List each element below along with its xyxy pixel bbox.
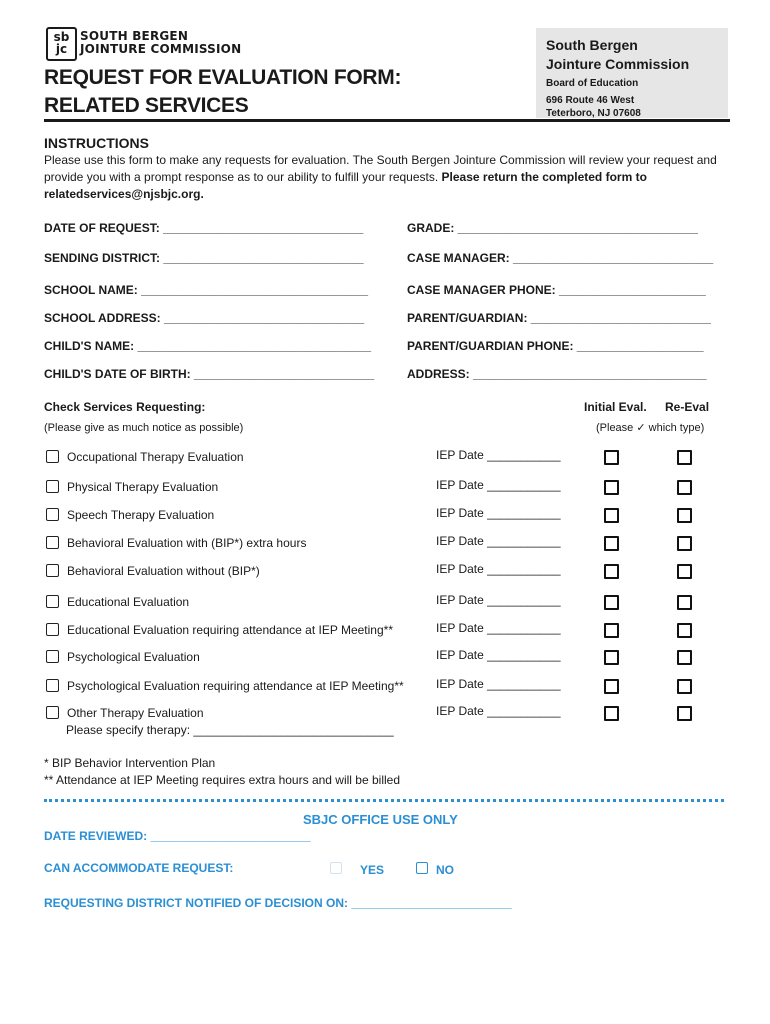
childs-dob-field[interactable]: CHILD'S DATE OF BIRTH: ___________________________ (44, 367, 375, 381)
org-dept: Board of Education (546, 78, 639, 89)
grade-field[interactable]: GRADE: ____________________________________ (407, 221, 698, 235)
iep-date-field[interactable]: IEP Date ___________ (436, 704, 561, 718)
service-checkbox[interactable] (46, 679, 59, 692)
initial-eval-checkbox[interactable] (604, 595, 619, 610)
footnote-bip: * BIP Behavior Intervention Plan (44, 756, 216, 770)
logo-line2: JOINTURE COMMISSION (80, 42, 242, 56)
parent-guardian-phone-field[interactable]: PARENT/GUARDIAN PHONE: ___________________ (407, 339, 704, 353)
case-manager-field[interactable]: CASE MANAGER: ______________________________ (407, 251, 714, 265)
reeval-checkbox[interactable] (677, 706, 692, 721)
parent-guardian-field[interactable]: PARENT/GUARDIAN: ___________________________ (407, 311, 711, 325)
address-field[interactable]: ADDRESS: ___________________________________ (407, 367, 707, 381)
services-note: (Please give as much notice as possible) (44, 422, 244, 434)
reeval-checkbox[interactable] (677, 450, 692, 465)
org-name-line1: South Bergen (546, 37, 638, 53)
service-label: Educational Evaluation (67, 595, 190, 609)
service-checkbox[interactable] (46, 650, 59, 663)
title-line2: RELATED SERVICES (44, 94, 249, 117)
service-checkbox[interactable] (46, 706, 59, 719)
reeval-checkbox[interactable] (677, 536, 692, 551)
reeval-checkbox[interactable] (677, 679, 692, 694)
service-label: Other Therapy Evaluation (67, 706, 204, 720)
service-checkbox[interactable] (46, 595, 59, 608)
iep-date-field[interactable]: IEP Date ___________ (436, 478, 561, 492)
service-checkbox[interactable] (46, 508, 59, 521)
services-heading: Check Services Requesting: (44, 400, 206, 414)
service-label: Educational Evaluation requiring attendance at IEP Meeting** (67, 623, 393, 637)
service-label: Psychological Evaluation requiring attendance at IEP Meeting** (67, 679, 404, 693)
service-checkbox[interactable] (46, 536, 59, 549)
service-checkbox[interactable] (46, 564, 59, 577)
page-title (44, 64, 401, 120)
iep-date-field[interactable]: IEP Date ___________ (436, 448, 561, 462)
district-notified-field[interactable]: REQUESTING DISTRICT NOTIFIED OF DECISION ON: ________________________ (44, 896, 512, 910)
can-accommodate-label: CAN ACCOMMODATE REQUEST: (44, 861, 234, 875)
org-name-line2: Jointure Commission (546, 56, 690, 72)
date-of-request-field[interactable]: DATE OF REQUEST: ______________________________ (44, 221, 364, 235)
date-reviewed-field[interactable]: DATE REVIEWED: ________________________ (44, 829, 311, 843)
instructions-text (44, 152, 724, 203)
service-checkbox[interactable] (46, 450, 59, 463)
iep-date-field[interactable]: IEP Date ___________ (436, 677, 561, 691)
type-note: (Please ✓ which type) (596, 422, 705, 434)
service-label: Occupational Therapy Evaluation (67, 450, 244, 464)
reeval-checkbox[interactable] (677, 650, 692, 665)
school-name-field[interactable]: SCHOOL NAME: __________________________________ (44, 283, 369, 297)
initial-eval-checkbox[interactable] (604, 623, 619, 638)
initial-eval-checkbox[interactable] (604, 706, 619, 721)
logo-mark: sb jc (46, 27, 77, 61)
childs-name-field[interactable]: CHILD'S NAME: ___________________________________ (44, 339, 372, 353)
reeval-checkbox[interactable] (677, 623, 692, 638)
initial-eval-checkbox[interactable] (604, 480, 619, 495)
service-checkbox[interactable] (46, 623, 59, 636)
org-address (546, 77, 641, 120)
instructions-heading: INSTRUCTIONS (44, 135, 149, 151)
office-heading: SBJC OFFICE USE ONLY (303, 812, 458, 827)
iep-date-field[interactable]: IEP Date ___________ (436, 648, 561, 662)
iep-date-field[interactable]: IEP Date ___________ (436, 534, 561, 548)
iep-date-field[interactable]: IEP Date ___________ (436, 593, 561, 607)
school-address-field[interactable]: SCHOOL ADDRESS: ______________________________ (44, 311, 365, 325)
specify-therapy-field[interactable]: Please specify therapy: ______________________________ (66, 723, 394, 737)
service-label: Speech Therapy Evaluation (67, 508, 215, 522)
initial-eval-checkbox[interactable] (604, 679, 619, 694)
yes-checkbox[interactable] (330, 862, 342, 874)
no-checkbox[interactable] (416, 862, 428, 874)
title-line1: REQUEST FOR EVALUATION FORM: (44, 66, 402, 89)
footnote-iep: ** Attendance at IEP Meeting requires extra hours and will be billed (44, 773, 400, 787)
logo-line1: SOUTH BERGEN (80, 29, 189, 43)
org-addr1: 696 Route 46 West (546, 95, 635, 106)
yes-label: YES (360, 863, 385, 877)
reeval-checkbox[interactable] (677, 595, 692, 610)
reeval-checkbox[interactable] (677, 508, 692, 523)
service-label: Physical Therapy Evaluation (67, 480, 219, 494)
service-label: Behavioral Evaluation without (BIP*) (67, 564, 260, 578)
logo-text (80, 30, 241, 56)
service-label: Psychological Evaluation (67, 650, 200, 664)
initial-eval-header: Initial Eval. (584, 400, 647, 414)
org-addr2: Teterboro, NJ 07608 (546, 108, 641, 119)
sending-district-field[interactable]: SENDING DISTRICT: ______________________________ (44, 251, 364, 265)
reeval-checkbox[interactable] (677, 480, 692, 495)
header-divider (44, 119, 730, 122)
initial-eval-checkbox[interactable] (604, 650, 619, 665)
office-divider (44, 799, 724, 802)
iep-date-field[interactable]: IEP Date ___________ (436, 506, 561, 520)
initial-eval-checkbox[interactable] (604, 536, 619, 551)
case-manager-phone-field[interactable]: CASE MANAGER PHONE: ______________________ (407, 283, 706, 297)
iep-date-field[interactable]: IEP Date ___________ (436, 621, 561, 635)
org-name (546, 36, 689, 74)
iep-date-field[interactable]: IEP Date ___________ (436, 562, 561, 576)
initial-eval-checkbox[interactable] (604, 564, 619, 579)
initial-eval-checkbox[interactable] (604, 508, 619, 523)
service-checkbox[interactable] (46, 480, 59, 493)
reeval-checkbox[interactable] (677, 564, 692, 579)
initial-eval-checkbox[interactable] (604, 450, 619, 465)
instructions-return-note: Please return the completed form to relatedservices@njsbjc.org. (44, 170, 647, 201)
no-label: NO (436, 863, 454, 877)
reeval-header: Re-Eval (665, 400, 710, 414)
instructions-body: Please use this form to make any requests for evaluation. The South Bergen Jointure Commission will review your request and provide you with a prompt response as to our ability to fulfill your requests. (44, 153, 717, 184)
service-label: Behavioral Evaluation with (BIP*) extra hours (67, 536, 307, 550)
